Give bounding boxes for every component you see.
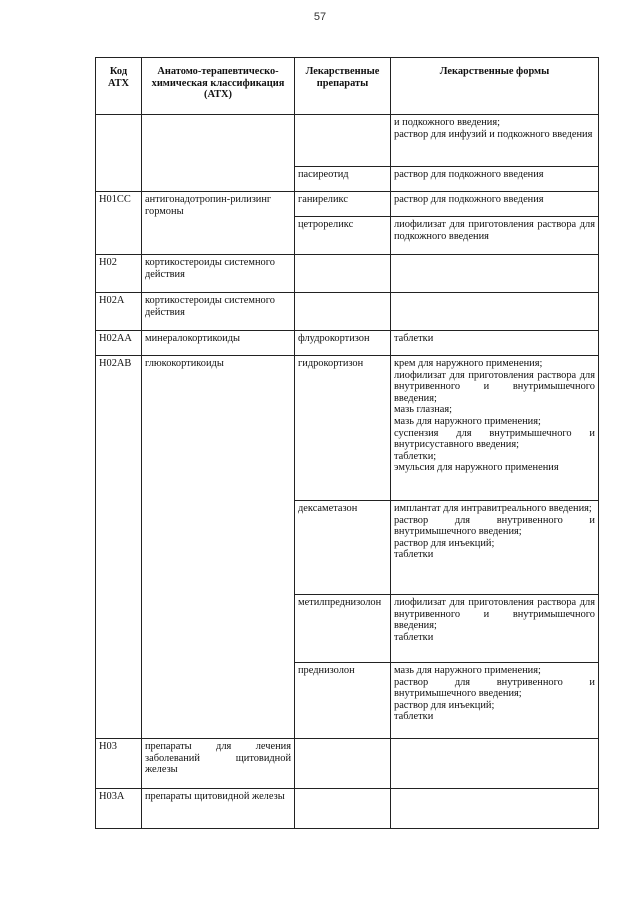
table-row: [96, 789, 599, 829]
form-item: раствор для инфузий и подкожного введения: [394, 128, 593, 140]
atc-cell: минералокортикоиды: [142, 331, 295, 356]
form-item: имплантат для интравитреального введения;: [394, 503, 592, 514]
forms-cell: [391, 293, 599, 331]
table-row: [96, 255, 599, 293]
forms-cell: [391, 192, 599, 217]
form-item: мазь для наружного применения;: [394, 665, 541, 676]
form-item: лиофилизат для приготовления раствора для внутривенного и внутримышечного введения;: [394, 369, 595, 404]
form-item: таблетки: [394, 333, 434, 344]
code-cell: H01CC: [96, 192, 142, 255]
table-row: [96, 739, 599, 789]
form-item: лиофилизат для приготовления раствора для подкожного введения: [394, 219, 595, 242]
drug-cell: [295, 789, 391, 829]
atc-cell: препараты щитовидной железы: [142, 789, 295, 829]
table-row: [96, 192, 599, 217]
forms-cell: [391, 255, 599, 293]
forms-cell: [391, 167, 599, 192]
form-item: раствор для подкожного введения: [394, 194, 544, 205]
form-item: раствор для внутривенного и внутримышечного введения;: [394, 514, 595, 538]
atc-cell: [142, 167, 295, 192]
drug-cell: преднизолон: [295, 663, 391, 739]
form-item: таблетки: [394, 711, 434, 723]
code-cell: H03: [96, 739, 142, 789]
drug-cell: дексаметазон: [295, 501, 391, 595]
code-cell: H02A: [96, 293, 142, 331]
drug-cell: [295, 293, 391, 331]
form-item: и подкожного введения;: [394, 117, 501, 128]
form-item: таблетки: [394, 631, 434, 643]
code-cell: H02AA: [96, 331, 142, 356]
table-row: [96, 167, 599, 192]
forms-cell: [391, 595, 599, 663]
table-header-row: [96, 58, 599, 115]
drug-cell: [295, 115, 391, 167]
forms-cell: [391, 501, 599, 595]
atc-cell: кортикостероиды системного действия: [142, 255, 295, 293]
code-cell: H02: [96, 255, 142, 293]
forms-cell: [391, 331, 599, 356]
form-item: раствор для инъекций;: [394, 537, 495, 549]
table-row: [96, 331, 599, 356]
forms-cell: [391, 789, 599, 829]
forms-cell: [391, 739, 599, 789]
header-code: Код АТХ: [96, 58, 142, 115]
code-cell: [96, 167, 142, 192]
form-item: эмульсия для наружного применения: [394, 462, 559, 474]
atc-cell: кортикостероиды системного действия: [142, 293, 295, 331]
forms-cell: [391, 115, 599, 167]
form-item: раствор для подкожного введения: [394, 169, 544, 180]
drug-cell: метилпреднизолон: [295, 595, 391, 663]
forms-cell: [391, 217, 599, 255]
forms-cell: [391, 356, 599, 501]
form-item: суспензия для внутримышечного и внутрисуставного введения;: [394, 427, 595, 451]
form-item: раствор для инъекций;: [394, 699, 495, 711]
header-drugs: Лекарственные препараты: [295, 58, 391, 115]
form-item: мазь для наружного применения;: [394, 415, 541, 427]
forms-cell: [391, 663, 599, 739]
page-number: 57: [313, 11, 327, 23]
header-atc: Анатомо-терапевтическо-химическая классификация (АТХ): [142, 58, 295, 115]
drug-cell: [295, 739, 391, 789]
atc-cell: глюкокортикоиды: [142, 356, 295, 739]
form-item: крем для наружного применения;: [394, 358, 543, 369]
form-item: таблетки;: [394, 450, 437, 462]
drug-cell: [295, 255, 391, 293]
form-item: раствор для внутривенного и внутримышечного введения;: [394, 676, 595, 700]
drug-cell: флудрокортизон: [295, 331, 391, 356]
drug-cell: цетрореликс: [295, 217, 391, 255]
form-item: таблетки: [394, 549, 434, 561]
atc-cell: [142, 115, 295, 167]
form-item: лиофилизат для приготовления раствора для внутривенного и внутримышечного введения;: [394, 597, 595, 632]
table-row: [96, 293, 599, 331]
code-cell: H02AB: [96, 356, 142, 739]
drug-cell: ганиреликс: [295, 192, 391, 217]
code-cell: [96, 115, 142, 167]
atc-cell: антигонадотропин-рилизинг гормоны: [142, 192, 295, 255]
table-row: [96, 356, 599, 501]
header-forms: Лекарственные формы: [391, 58, 599, 115]
code-cell: H03A: [96, 789, 142, 829]
atc-cell: препараты для лечения заболеваний щитовидной железы: [142, 739, 295, 789]
table-row: [96, 115, 599, 167]
drug-cell: гидрокортизон: [295, 356, 391, 501]
form-item: мазь глазная;: [394, 404, 453, 416]
atc-table: [95, 57, 599, 829]
drug-cell: пасиреотид: [295, 167, 391, 192]
